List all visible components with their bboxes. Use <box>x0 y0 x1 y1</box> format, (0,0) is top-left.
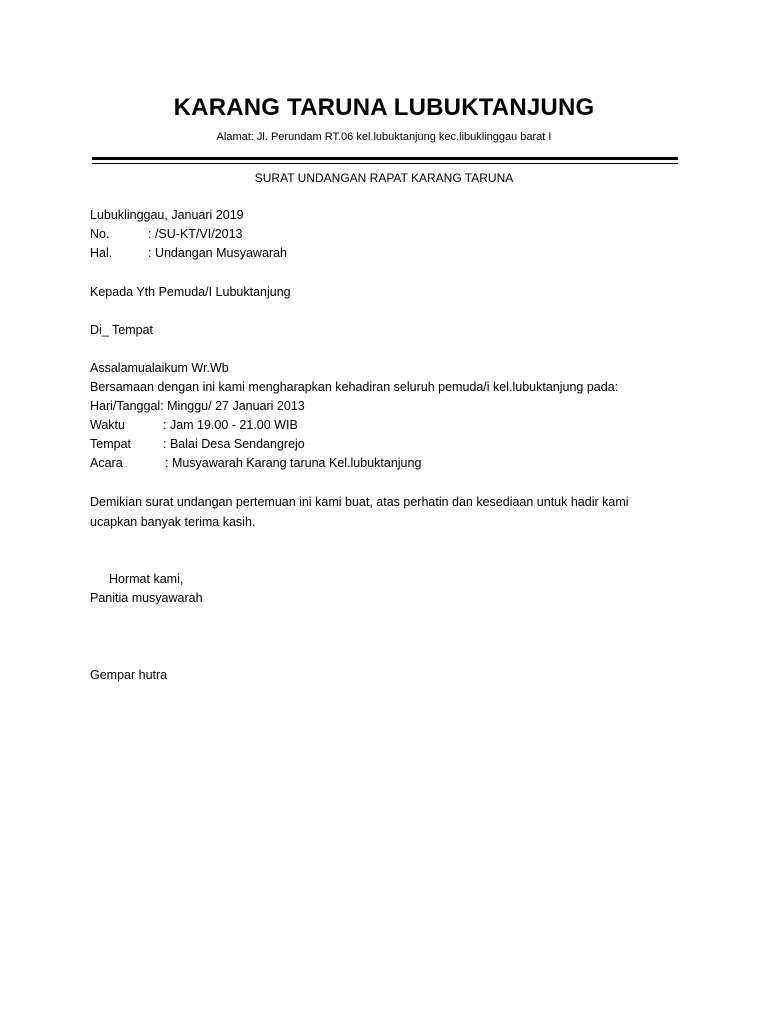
organization-title: KARANG TARUNA LUBUKTANJUNG <box>173 94 595 121</box>
time-value: : Jam 19.00 - 21.00 WIB <box>163 418 298 432</box>
time-label: Waktu <box>90 418 125 432</box>
venue-row <box>90 436 305 452</box>
intro-paragraph: Bersamaan dengan ini kami mengharapkan kehadiran seluruh pemuda/i kel.lubuktanjung pada: <box>90 380 619 394</box>
agenda-value: : Musyawarah Karang taruna Kel.lubuktanjung <box>165 456 422 470</box>
venue-value: : Balai Desa Sendangrejo <box>163 437 305 451</box>
regards: Hormat kami, <box>109 572 184 586</box>
letter-number-label: No. <box>90 227 110 241</box>
day-date-label: Hari/Tanggal <box>90 399 161 413</box>
letter-number-value: : /SU-KT/VI/2013 <box>148 227 243 241</box>
closing-line-1: Demikian surat undangan pertemuan ini kami buat, atas perhatin dan kesediaan untuk hadir kami <box>90 495 629 509</box>
committee: Panitia musyawarah <box>90 591 203 605</box>
regarding-value: : Undangan Musyawarah <box>148 246 287 260</box>
place-date: Lubuklinggau, Januari 2019 <box>90 208 244 222</box>
regarding-label: Hal. <box>90 246 113 260</box>
agenda-label: Acara <box>90 456 123 470</box>
letter-subject-heading: SURAT UNDANGAN RAPAT KARANG TARUNA <box>254 171 514 185</box>
signatory-name: Gempar hutra <box>90 668 168 682</box>
closing-line-2: ucapkan banyak terima kasih. <box>90 515 256 529</box>
day-date-value: : Minggu/ 27 Januari 2013 <box>160 399 305 413</box>
letter-number-row <box>90 226 242 242</box>
location-line: Di_ Tempat <box>90 323 153 337</box>
agenda-row <box>90 455 421 471</box>
day-date-row <box>90 398 305 414</box>
time-row <box>90 417 298 433</box>
header-divider-thick <box>92 157 678 160</box>
venue-label: Tempat <box>90 437 131 451</box>
greeting: Assalamualaikum Wr.Wb <box>90 361 229 375</box>
recipient: Kepada Yth Pemuda/I Lubuktanjung <box>90 285 291 299</box>
regarding-row <box>90 245 287 261</box>
header-divider-thin <box>92 163 678 164</box>
organization-address: Alamat: Jl. Perundam RT.06 kel.lubuktanjung kec.libuklinggau barat I <box>216 131 552 143</box>
